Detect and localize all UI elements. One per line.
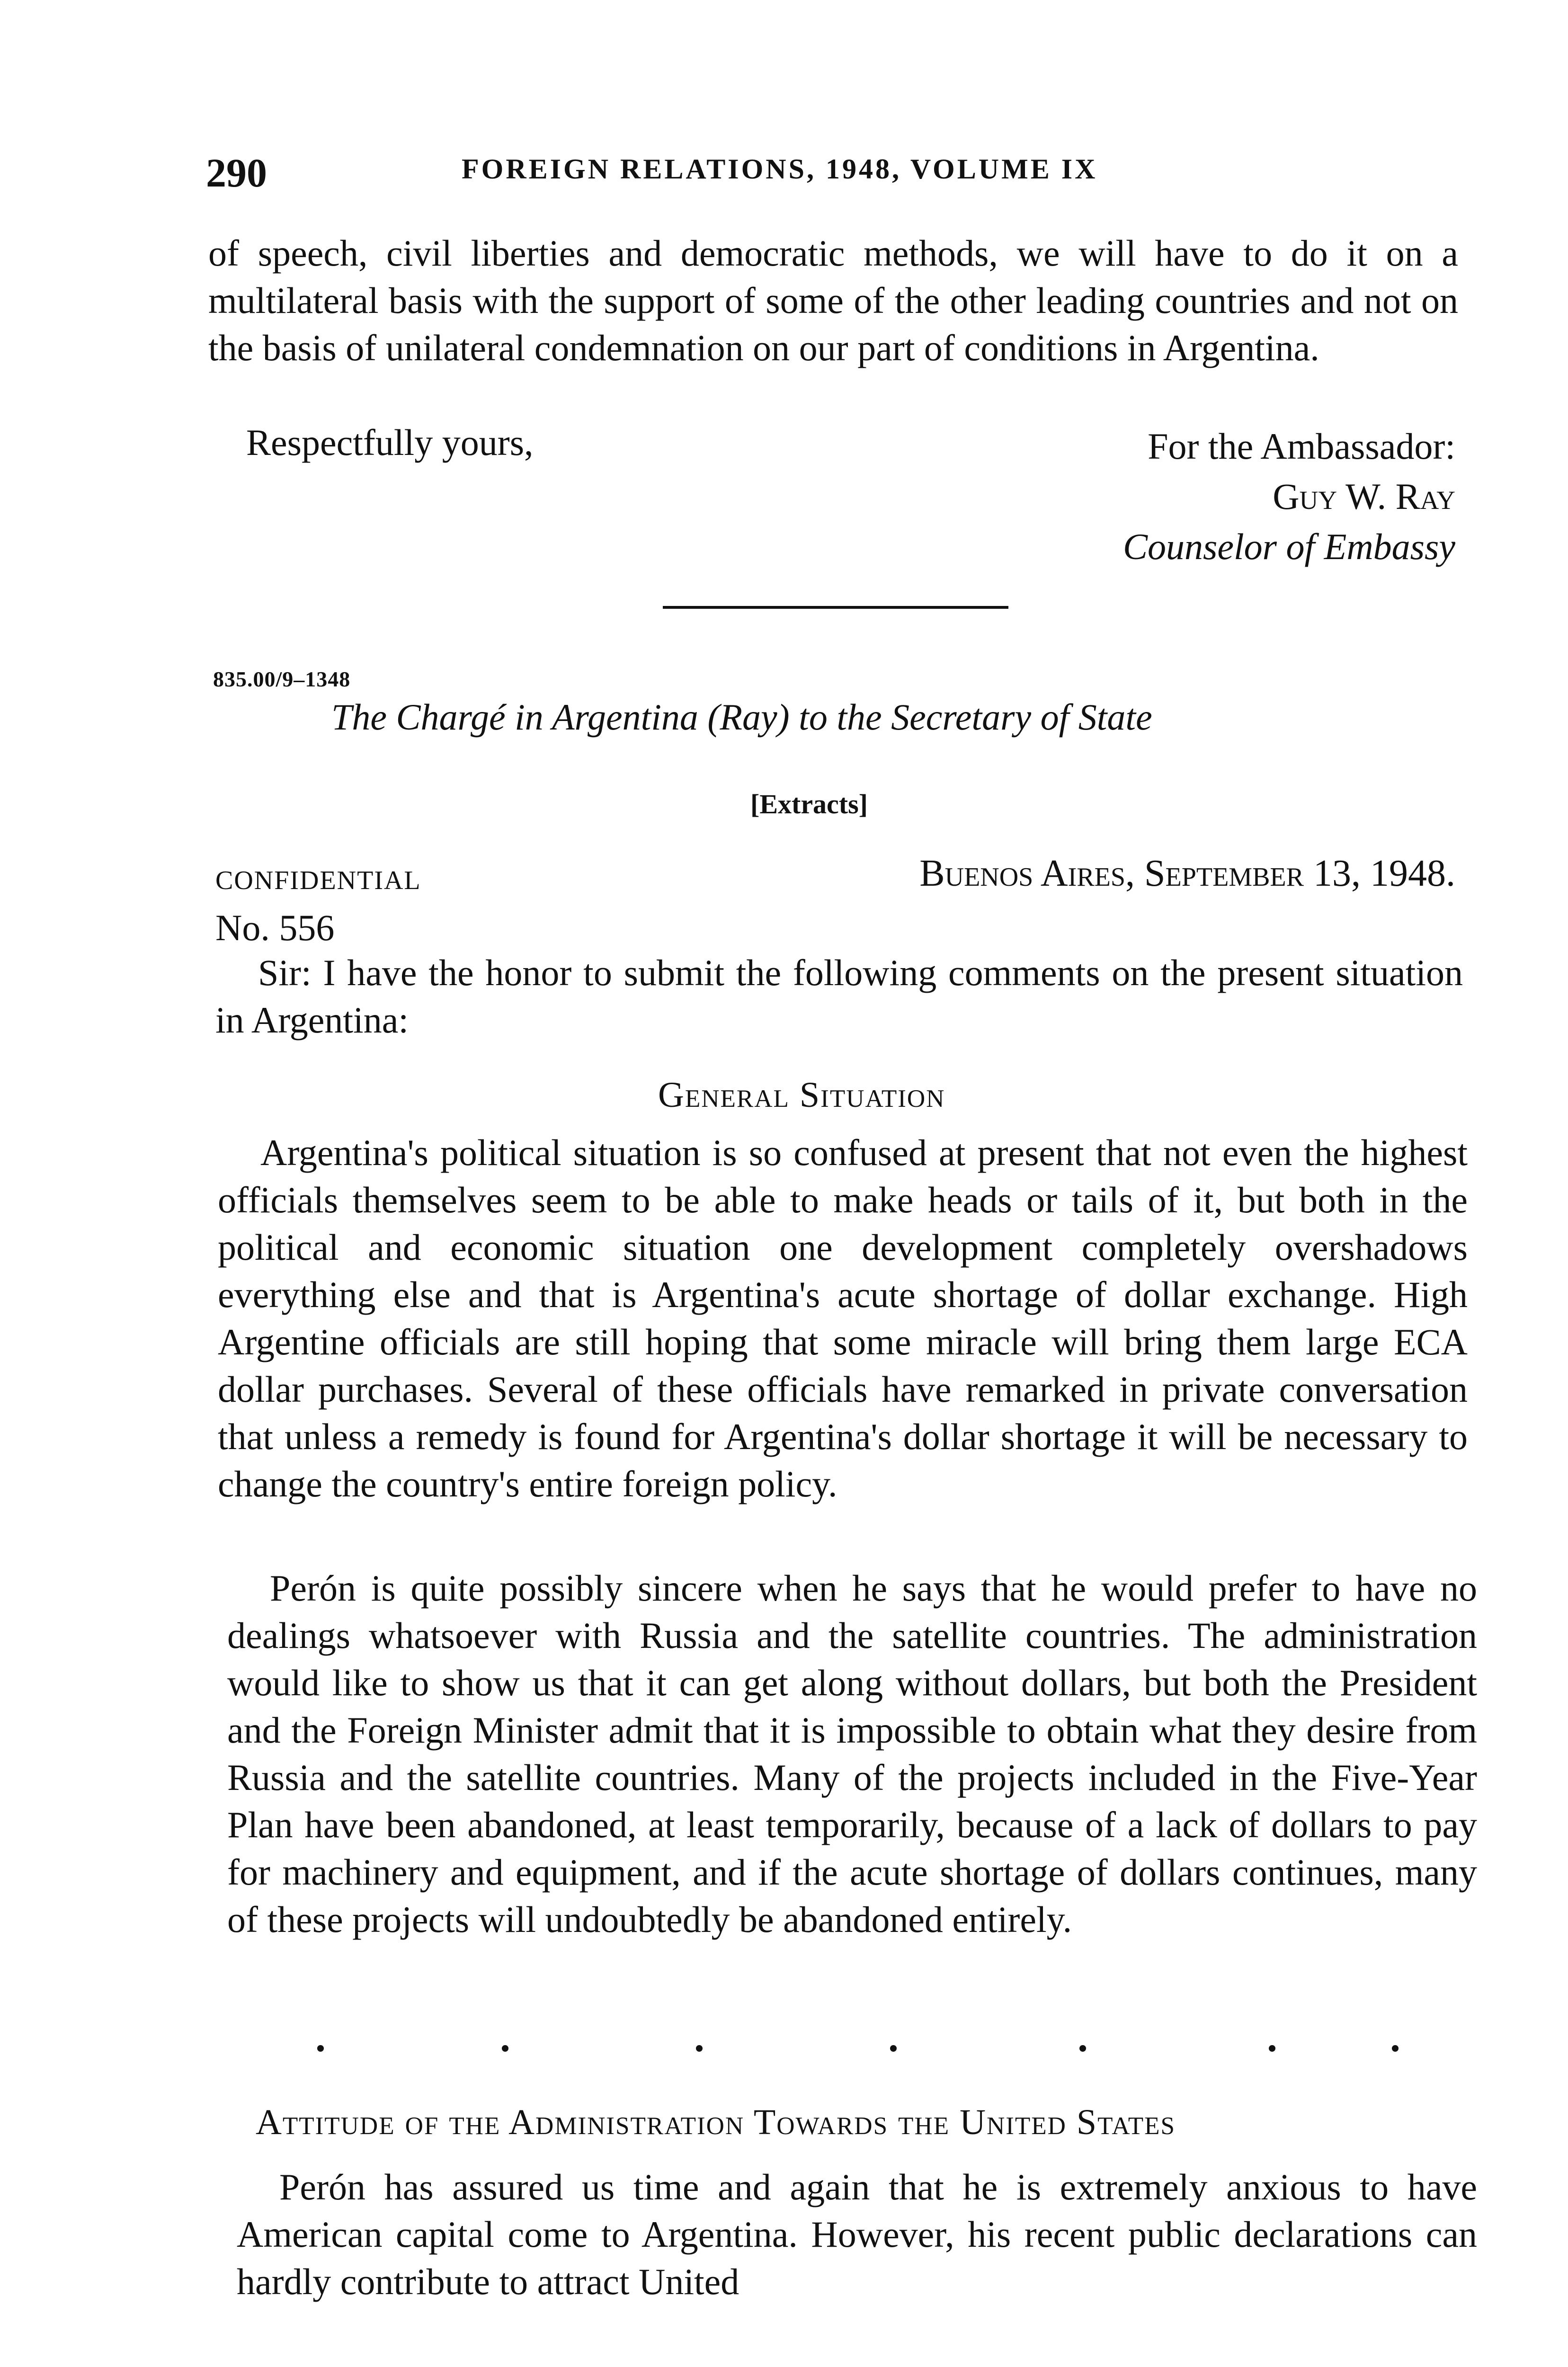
body-paragraph: Argentina's political situation is so confused at present that not even the highest officials themselves seem to be able to make heads or tails of it, but both in the political and economic situation one development completely overshadows everything else and that is Argentina's acute shortage of dollar exchange. High Argentine officials are still hoping that some miracle will bring them large ECA dollar purchases. Several of these officials have remarked in private conversation that unless a remedy is found for Argentina's dollar shortage it will be necessary to change the country's entire foreign policy. xyxy=(218,1132,1468,1504)
running-head: FOREIGN RELATIONS, 1948, VOLUME IX xyxy=(462,153,1098,185)
omission-ellipsis xyxy=(227,2036,1458,2064)
salutation-paragraph: Sir: I have the honor to submit the following comments on the present situation in Argentina: xyxy=(215,952,1463,1041)
place-and-date: Buenos Aires, September 13, 1948. xyxy=(919,853,1455,894)
page-header xyxy=(206,149,1484,201)
signer-title: Counselor of Embassy xyxy=(1123,526,1455,567)
ellipsis-dot xyxy=(696,2045,703,2052)
extracts-label: [Extracts] xyxy=(750,789,868,819)
complimentary-closing: Respectfully yours, xyxy=(246,422,534,463)
ellipsis-dot xyxy=(1079,2045,1086,2052)
ellipsis-dot xyxy=(890,2045,897,2052)
for-ambassador-line: For the Ambassador: xyxy=(1148,426,1455,467)
signature-block xyxy=(1123,421,1455,572)
section-divider xyxy=(663,606,1008,609)
ellipsis-dot xyxy=(502,2045,508,2052)
document-title: The Chargé in Argentina (Ray) to the Secretary of State xyxy=(331,696,1152,738)
ellipsis-dot xyxy=(1269,2045,1275,2052)
classification-marking: CONFIDENTIAL xyxy=(215,866,421,895)
page-number: 290 xyxy=(206,150,267,196)
section-heading-general-situation: General Situation xyxy=(658,1075,945,1115)
file-number: 835.00/9–1348 xyxy=(213,667,351,691)
body-paragraph: Perón has assured us time and again that he is extremely anxious to have American capital come to Argentina. However, his recent public declarations can hardly contribute to attract United xyxy=(237,2166,1477,2302)
section-heading-attitude: Attitude of the Administration Towards the United States xyxy=(256,2102,1176,2142)
continuation-paragraph: of speech, civil liberties and democratic methods, we will have to do it on a multilateral basis with the support of some of the other leading countries and not on the basis of unilateral condemnation on our part of conditions in Argentina. xyxy=(208,232,1458,368)
document-number: No. 556 xyxy=(215,907,335,948)
signer-name: Guy W. Ray xyxy=(1273,476,1455,517)
ellipsis-dot xyxy=(317,2045,324,2052)
body-paragraph: Perón is quite possibly sincere when he says that he would prefer to have no dealings whatsoever with Russia and the satellite countries. The administration would like to show us that it can get along without dollars, but both the President and the Foreign Minister admit that it is impossible to obtain what they desire from Russia and the satellite countries. Many of the projects included in the Five-Year Plan have been abandoned, at least temporarily, because of a lack of dollars to pay for machinery and equipment, and if the acute shortage of dollars continues, many of these projects will undoubtedly be abandoned entirely. xyxy=(227,1567,1477,1940)
ellipsis-dot xyxy=(1392,2045,1399,2052)
